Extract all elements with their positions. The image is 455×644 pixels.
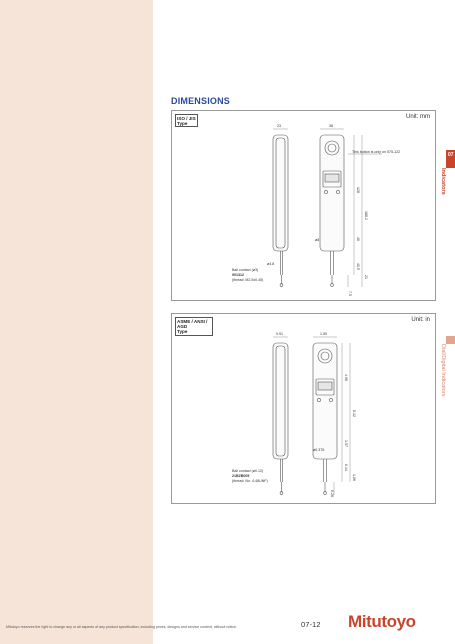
tab-dial-marker <box>446 336 455 344</box>
inch-dim-stem-diam: ø0.375 <box>313 448 325 452</box>
inch-type-line1: ASME / ANSI / AGD <box>177 318 208 329</box>
inch-drawing <box>172 314 435 503</box>
metric-dim-width-side: 23 <box>277 124 281 128</box>
inch-unit: Unit: in <box>411 317 430 323</box>
metric-part-no: 901312 <box>232 273 244 277</box>
metric-dimension-panel <box>171 110 436 301</box>
inch-dim-height-total: 8.12 <box>352 410 356 417</box>
tab-number: 07 <box>448 152 454 158</box>
side-band <box>0 0 153 644</box>
inch-dim-stem-len: 1.57 <box>344 440 348 447</box>
metric-ball-contact: Ball contact (ø3) <box>232 268 259 272</box>
inch-front-view <box>313 343 337 494</box>
tab-dial-digital-indicators[interactable]: Dial/Digital Indicators <box>440 344 446 397</box>
page-number: 07-12 <box>301 620 321 629</box>
metric-front-view <box>320 135 344 286</box>
metric-unit: Unit: mm <box>406 114 430 120</box>
inch-dim-lower-b: 1.06 <box>352 474 356 481</box>
inch-dim-width-front: 1.50 <box>320 332 327 336</box>
metric-type-line2: Type <box>177 120 188 126</box>
metric-drawing <box>172 111 435 300</box>
metric-side-view <box>273 135 288 286</box>
metric-button-note: This button is only on 575-122 <box>352 150 401 154</box>
metric-type-line1: ISO / JIS <box>177 115 196 121</box>
inch-ball-contact: Ball contact (ø0.12) <box>232 469 264 473</box>
metric-dim-width-front: 38 <box>329 124 333 128</box>
metric-dim-height-upper: 128 <box>356 187 360 193</box>
metric-dim-lower-b: 21 <box>364 275 368 279</box>
metric-dim-tip-diam: ø4.8 <box>267 262 275 266</box>
mitutoyo-logo: Mitutoyo <box>348 612 416 631</box>
metric-dim-lower-a: 40.5 <box>356 263 360 270</box>
metric-thread: (thread: M2.5x0.45) <box>232 278 264 282</box>
inch-dim-height-upper: 4.96 <box>344 374 348 381</box>
inch-dim-tip: 0.28 <box>330 490 334 497</box>
inch-part-no: 21BZB005 <box>232 474 250 478</box>
metric-dim-height-total: 188.2 <box>364 211 368 220</box>
footer-disclaimer: Mitutoyo reserves the right to change any or all aspects of any product specification, including prices, designs and service content, without notice. <box>6 625 237 629</box>
inch-thread: (thread: No. 4-48UNF) <box>232 479 268 483</box>
metric-dim-tip: 7.5 <box>348 291 352 296</box>
inch-side-view <box>273 343 288 494</box>
inch-dimension-panel <box>171 313 436 504</box>
section-title: DIMENSIONS <box>171 96 231 106</box>
metric-dim-stem-len: 40 <box>356 237 360 241</box>
metric-dim-stem-diam: ø8 <box>315 238 320 242</box>
inch-type-line2: Type <box>177 328 188 334</box>
tab-indicators[interactable]: Indicators <box>440 168 446 195</box>
inch-dim-lower-a: 0.14 <box>344 464 348 471</box>
inch-dim-width-side: 0.91 <box>276 332 283 336</box>
